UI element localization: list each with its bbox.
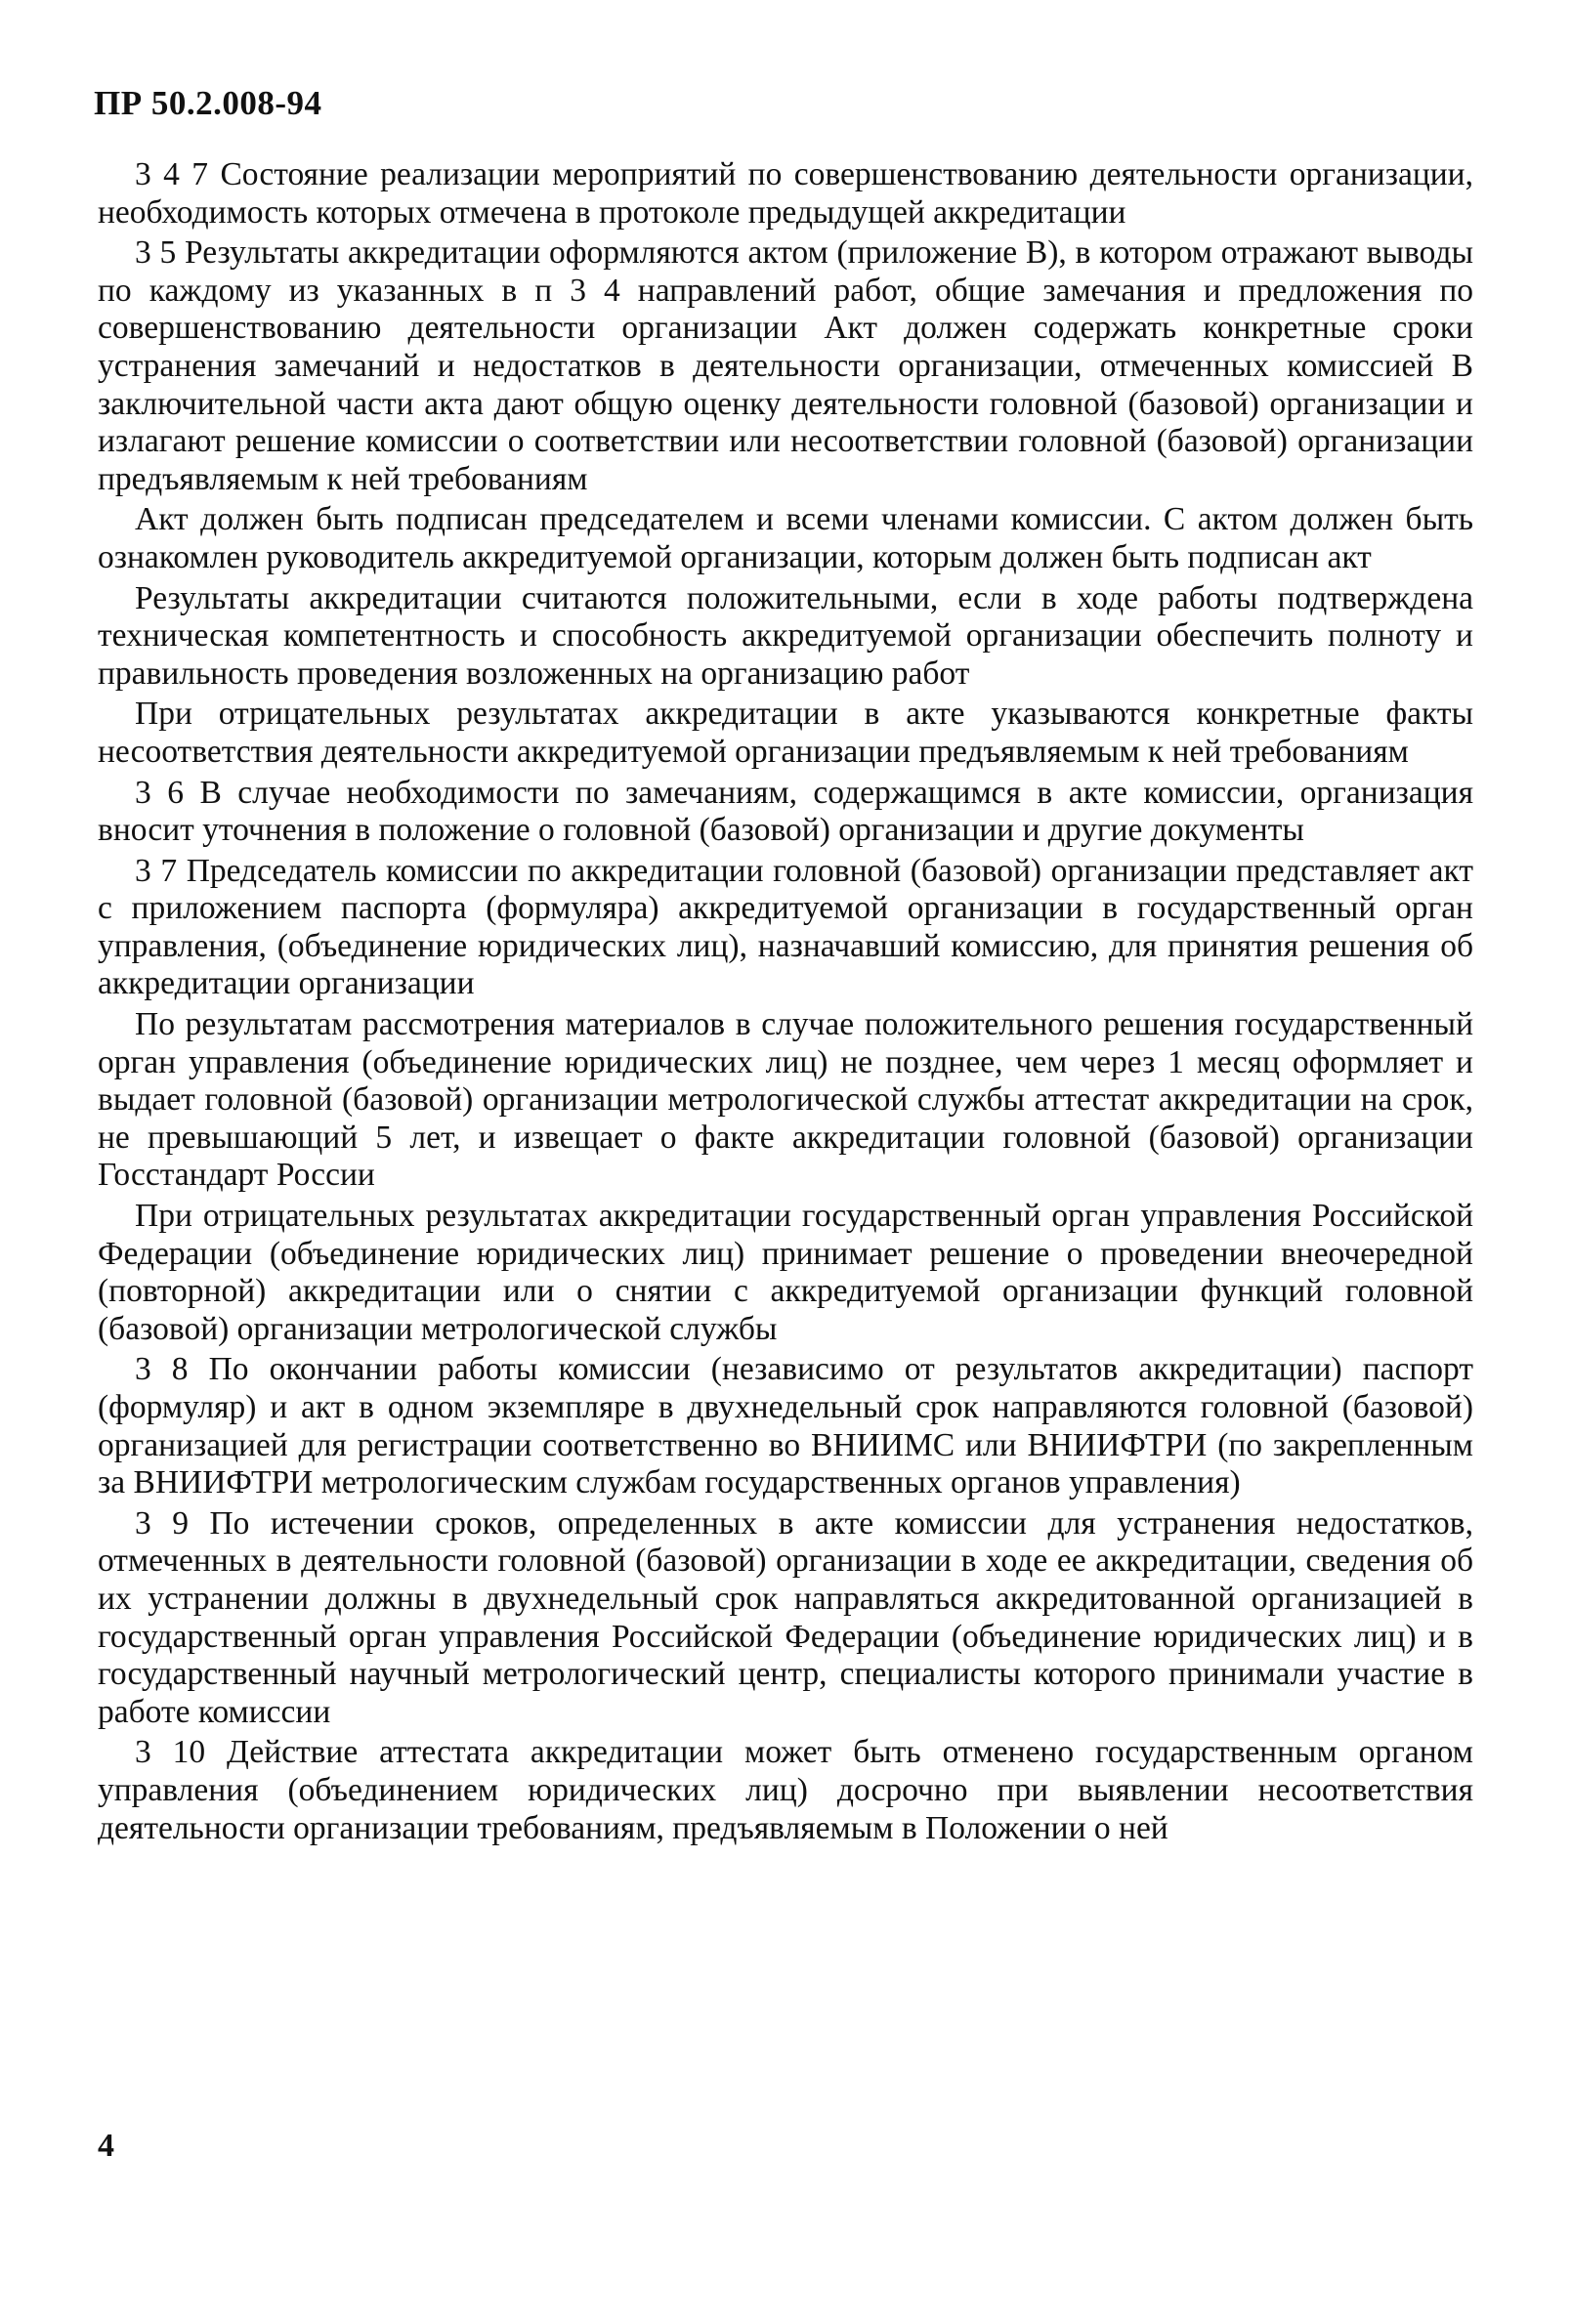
paragraph-3-8: 3 8 По окончании работы комиссии (независимо от результатов аккредитации) паспорт (формуляр) и акт в одном экземпляре в двухнедельный срок направляются головной (базовой) организацией для регистрации соответственно во ВНИИМС или ВНИИФТРИ (по закрепленным за ВНИИФТРИ метрологическим службам государственных органов управления) xyxy=(98,1351,1473,1501)
paragraph-3-10: 3 10 Действие аттестата аккредитации может быть отменено государственным органом управления (объединением юридических лиц) досрочно при выявлении несоответствия деятельности организации требованиям, предъявляемым в Положении о ней xyxy=(98,1734,1473,1846)
paragraph-3-7: 3 7 Председатель комиссии по аккредитации головной (базовой) организации представляет акт с приложением паспорта (формуляра) аккредитуемой организации в государственный орган управления, (объединение юридических лиц), назначавший комиссию, для принятия решения об аккредитации организации xyxy=(98,852,1473,1002)
paragraph-3-6: 3 6 В случае необходимости по замечаниям, содержащимся в акте комиссии, организация вносит уточнения в положение о головной (базовой) организации и другие документы xyxy=(98,774,1473,849)
paragraph-act-signing: Акт должен быть подписан председателем и всеми членами комиссии. С актом должен быть ознакомлен руководитель аккредитуемой организации, которым должен быть подписан акт xyxy=(98,501,1473,575)
paragraph-3-4-7: 3 4 7 Состояние реализации мероприятий по совершенствованию деятельности организации, необходимость которых отмечена в протоколе предыдущей аккредитации xyxy=(98,156,1473,231)
paragraph-negative-decision: При отрицательных результатах аккредитации государственный орган управления Российской Федерации (объединение юридических лиц) принимает решение о проведении внеочередной (повторной) аккредитации или о снятии с аккредитуемой организации функций головной (базовой) организации метрологической службы xyxy=(98,1198,1473,1347)
paragraph-3-5: 3 5 Результаты аккредитации оформляются актом (приложение В), в котором отражают выводы по каждому из указанных в п 3 4 направлений работ, общие замечания и предложения по совершенствованию деятельности организации Акт должен содержать конкретные сроки устранения замечаний и недостатков в деятельности организации, отмеченных комиссией В заключительной части акта дают общую оценку деятельности головной (базовой) организации и излагают решение комиссии о соответствии или несоответствии головной (базовой) организации предъявляемым к ней требованиям xyxy=(98,234,1473,497)
document-body xyxy=(98,156,1473,1850)
page-number: 4 xyxy=(98,2128,114,2164)
paragraph-positive-results: Результаты аккредитации считаются положительными, если в ходе работы подтверждена техническая компетентность и способность аккредитуемой организации обеспечить полноту и правильность проведения возложенных на организацию работ xyxy=(98,579,1473,692)
paragraph-3-9: 3 9 По истечении сроков, определенных в акте комиссии для устранения недостатков, отмеченных в деятельности головной (базовой) организации в ходе ее аккредитации, сведения об их устранении должны в двухнедельный срок направляться аккредитованной организацией в государственный орган управления Российской Федерации (объединение юридических лиц) и в государственный научный метрологический центр, специалисты которого принимали участие в работе комиссии xyxy=(98,1504,1473,1730)
document-code-header: ПР 50.2.008-94 xyxy=(94,84,322,122)
paragraph-negative-results: При отрицательных результатах аккредитации в акте указываются конкретные факты несоответствия деятельности аккредитуемой организации предъявляемым к ней требованиям xyxy=(98,696,1473,770)
paragraph-review-results: По результатам рассмотрения материалов в случае положительного решения государственный орган управления (объединение юридических лиц) не позднее, чем через 1 месяц оформляет и выдает головной (базовой) организации метрологической службы аттестат аккредитации на срок, не превышающий 5 лет, и извещает о факте аккредитации головной (базовой) организации Госстандарт России xyxy=(98,1006,1473,1194)
